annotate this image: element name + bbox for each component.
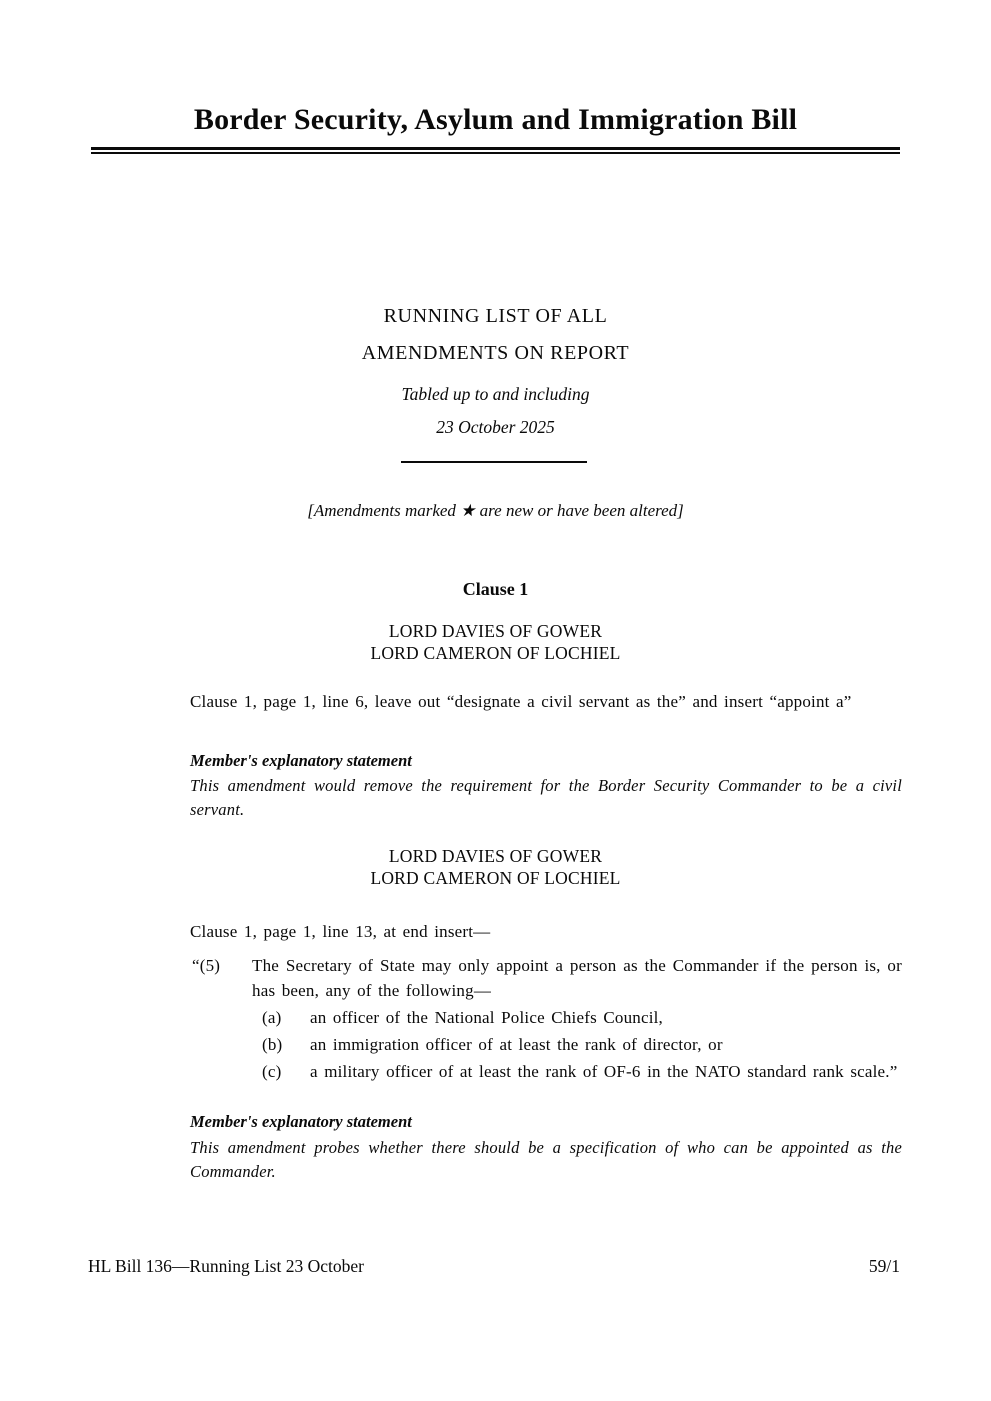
subsection-item [190,1059,902,1084]
bill-title: Border Security, Asylum and Immigration Bill [193,103,798,136]
item-label: (b) [262,1035,283,1054]
amendment-1-sponsors [0,621,991,664]
item-text: a military officer of at least the rank of OF-6 in the NATO standard rank scale.” [310,1062,898,1081]
amendment-1-explanatory-label: Member's explanatory statement [190,751,412,770]
sponsor-name: LORD CAMERON OF LOCHIEL [370,867,621,888]
page-number: 59/1 [868,1256,900,1276]
running-list-heading-line2: AMENDMENTS ON REPORT [361,342,630,364]
item-label: (c) [262,1062,282,1081]
tabled-note-line2: 23 October 2025 [436,417,555,437]
subsection-item [190,1032,902,1057]
subsection-text: The Secretary of State may only appoint a person as the Commander if the person is, or has been, any of the following— [252,956,902,1000]
page-footer [88,1256,900,1277]
amendment-1-instruction: Clause 1, page 1, line 6, leave out “designate a civil servant as the” and insert “appoint a” [190,692,852,711]
item-text: an immigration officer of at least the rank of director, or [310,1035,723,1054]
amendment-2-explanatory-label: Member's explanatory statement [190,1112,412,1131]
item-text: an officer of the National Police Chiefs Council, [310,1008,664,1027]
amendment-2-inserted-text [190,953,902,1084]
sponsor-name: LORD DAVIES OF GOWER [388,621,603,641]
amendment-2-explanatory-text: This amendment probes whether there should be a specification of who can be appointed as the Commander. [190,1138,902,1181]
amendment-marker-note: [Amendments marked ★ are new or have been altered] [307,501,684,520]
sponsor-name: LORD CAMERON OF LOCHIEL [370,642,621,663]
amendment-1-explanatory-text: This amendment would remove the requirement for the Border Security Commander to be a civil servant. [190,776,902,819]
item-label: (a) [262,1008,282,1027]
separator-rule [401,461,587,463]
clause-heading: Clause 1 [462,579,529,599]
sponsor-name: LORD DAVIES OF GOWER [388,846,603,866]
tabled-note-line1: Tabled up to and including [401,384,590,404]
title-double-rule [91,147,900,154]
amendment-2-instruction: Clause 1, page 1, line 13, at end insert— [190,922,491,941]
bill-reference: HL Bill 136—Running List 23 October [88,1256,364,1276]
subsection-item [190,1005,902,1030]
inserted-subsection [190,953,902,1003]
running-list-heading-line1: RUNNING LIST OF ALL [383,305,608,327]
subsection-number: “(5) [192,956,221,975]
amendment-2-sponsors [0,846,991,889]
